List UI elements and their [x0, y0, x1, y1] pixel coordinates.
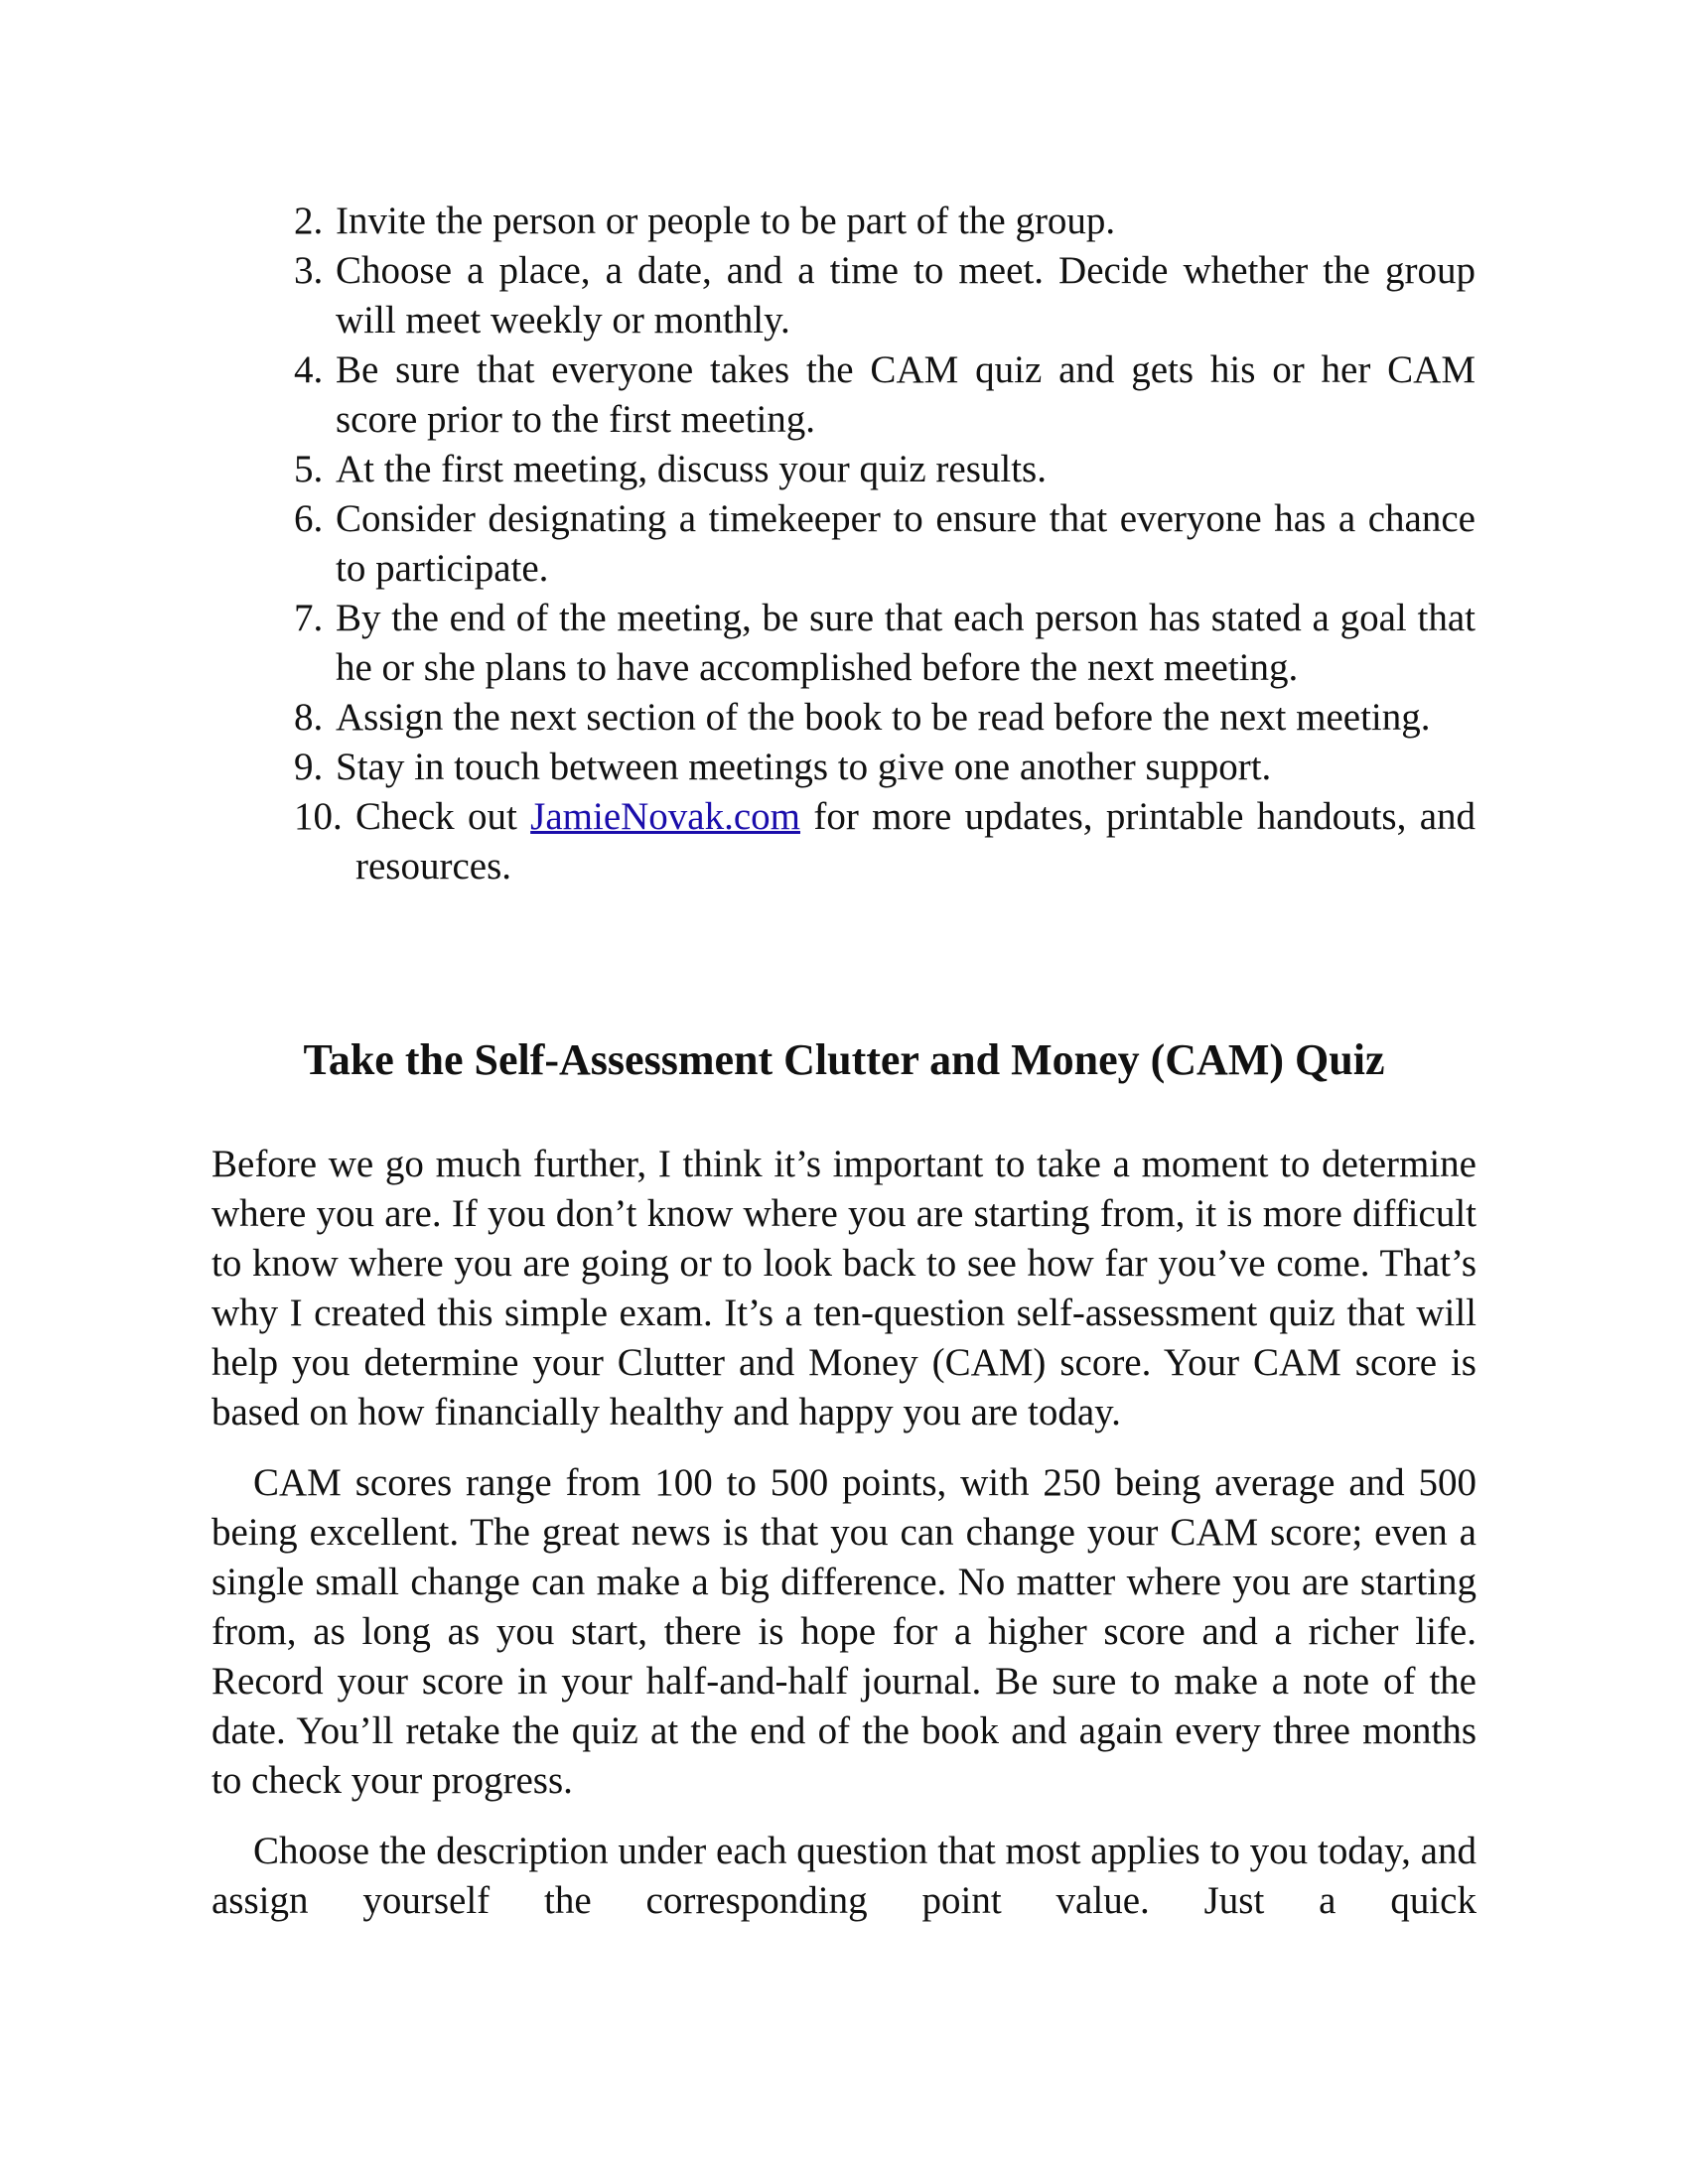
list-item-text-after-link: for more updates, printable handouts, and resources. — [355, 795, 1477, 887]
jamienovak-link[interactable]: JamieNovak.com — [530, 795, 800, 838]
list-item-number: 8. — [294, 696, 324, 739]
list-item — [294, 693, 1476, 743]
list-item-text: Consider designating a timekeeper to ensure that everyone has a chance to participate. — [336, 497, 1476, 590]
list-item-text: Assign the next section of the book to be read before the next meeting. — [336, 696, 1431, 739]
body-paragraph: Before we go much further, I think it’s important to take a moment to determine where you are. If you don’t know where you are starting from, it is more difficult to know where you are going or to look back to see how far you’ve come. That’s why I created this simple exam. It’s a ten-question self-assessment quiz that will help you determine your Clutter and Money (CAM) score. Your CAM score is based on how financially healthy and happy you are today. — [211, 1143, 1477, 1433]
list-item-text: By the end of the meeting, be sure that each person has stated a goal that he or she plans to have accomplished before the next meeting. — [336, 597, 1476, 689]
list-item-number: 4. — [294, 348, 324, 391]
body-paragraph: Choose the description under each question that most applies to you today, and assign yourself the corresponding point value. Just a quick — [211, 1830, 1477, 1922]
body-text — [211, 1140, 1477, 1947]
list-item-text — [355, 792, 1476, 891]
list-item-number: 7. — [294, 597, 324, 639]
list-item — [294, 494, 1476, 594]
list-item-number: 5. — [294, 448, 324, 490]
body-paragraph: CAM scores range from 100 to 500 points, with 250 being average and 500 being excellent. The great news is that you can change your CAM score; even a single small change can make a big difference. No matter where you are starting from, as long as you start, there is hope for a higher score and a richer life. Record your score in your half-and-half journal. Be sure to make a note of the date. You’ll retake the quiz at the end of the book and again every three months to check your progress. — [211, 1461, 1477, 1802]
list-item-number: 3. — [294, 249, 324, 292]
group-steps-list — [294, 197, 1476, 891]
list-item — [294, 743, 1476, 792]
list-item — [294, 246, 1476, 345]
list-item-text: Invite the person or people to be part of the group. — [336, 200, 1116, 242]
list-item-text-before-link: Check out — [355, 795, 517, 838]
list-item — [294, 792, 1476, 891]
list-item-text: Be sure that everyone takes the CAM quiz and gets his or her CAM score prior to the first meeting. — [336, 348, 1476, 441]
list-item-text: At the first meeting, discuss your quiz results. — [336, 448, 1047, 490]
list-item — [294, 445, 1476, 494]
list-item-number: 2. — [294, 200, 324, 242]
list-item — [294, 594, 1476, 693]
list-item-number: 6. — [294, 497, 324, 540]
section-heading: Take the Self-Assessment Clutter and Money (CAM) Quiz — [303, 1035, 1385, 1084]
list-item-text: Choose a place, a date, and a time to meet. Decide whether the group will meet weekly or monthly. — [336, 249, 1476, 341]
list-item-text: Stay in touch between meetings to give one another support. — [336, 746, 1272, 788]
list-item-number: 9. — [294, 746, 324, 788]
list-item — [294, 197, 1476, 246]
list-item — [294, 345, 1476, 445]
list-item-number: 10. — [294, 795, 343, 838]
